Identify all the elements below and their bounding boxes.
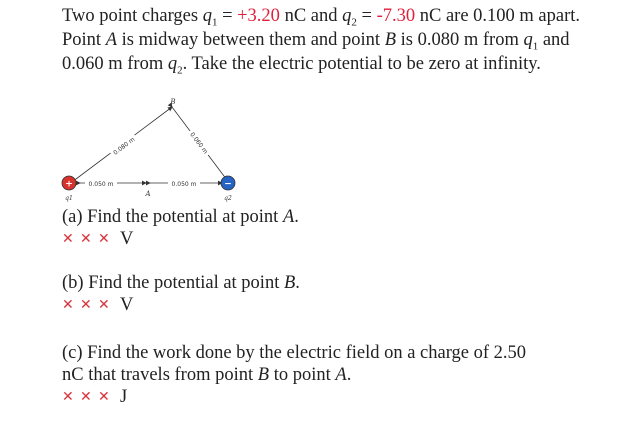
q2-value: -7.30	[376, 6, 416, 26]
charge-diagram	[58, 96, 248, 206]
dist-b-q2-label: 0.060 m	[188, 131, 209, 156]
part-c-question-line1: (c) Find the work done by the electric field on a charge of 2.50	[62, 343, 527, 363]
equals-sign: =	[217, 6, 238, 26]
q1-charge-label: q1	[65, 195, 73, 202]
q1-symbol: q	[202, 6, 212, 26]
part-c	[62, 342, 582, 408]
q1-sign: +	[65, 179, 73, 190]
unit-label: J	[120, 387, 128, 407]
q1-value: +3.20	[237, 6, 280, 26]
problem-text: nC are 0.100 m apart. Point	[62, 6, 581, 50]
dist-a-q2-label: 0.050 m	[171, 181, 197, 188]
part-b	[62, 272, 582, 316]
q2-charge-label: q2	[224, 195, 232, 202]
point-b-label: B	[384, 30, 397, 50]
incorrect-mark-icon: ✕	[80, 297, 92, 313]
incorrect-mark-icon: ✕	[98, 389, 110, 405]
incorrect-mark-icon: ✕	[80, 389, 92, 405]
part-b-answer[interactable]	[62, 294, 582, 316]
q2-symbol: q	[167, 54, 178, 74]
part-a-question: (a) Find the potential at point A.	[62, 207, 299, 227]
problem-text: Two point charges	[62, 6, 203, 26]
q2-symbol: q	[342, 6, 352, 26]
incorrect-mark-icon: ✕	[62, 231, 74, 247]
problem-text: . Take the electric potential to be zero at infinity.	[182, 54, 541, 74]
q2-subscript: 2	[177, 64, 183, 77]
dist-q1-a-label: 0.050 m	[88, 181, 114, 188]
unit-label: V	[120, 229, 134, 249]
unit-label: V	[120, 295, 134, 315]
dist-q1-b-label: 0.080 m	[112, 136, 137, 157]
q2-sign: −	[224, 179, 232, 190]
incorrect-mark-icon: ✕	[98, 231, 110, 247]
equals-sign: =	[356, 6, 377, 26]
point-a-marker-label: A	[145, 190, 151, 198]
point-b-label: B	[283, 273, 296, 293]
problem-text: is 0.080 m from	[396, 30, 524, 50]
q1-subscript: 1	[211, 16, 218, 29]
point-a-label: A	[282, 207, 295, 227]
point-b-marker-label: B	[170, 98, 176, 106]
point-b-label: B	[257, 365, 270, 385]
part-c-answer[interactable]	[62, 386, 582, 408]
part-a	[62, 206, 582, 250]
incorrect-mark-icon: ✕	[98, 297, 110, 313]
incorrect-mark-icon: ✕	[62, 389, 74, 405]
q2-subscript: 2	[351, 16, 357, 29]
incorrect-mark-icon: ✕	[62, 297, 74, 313]
part-a-answer[interactable]	[62, 228, 582, 250]
incorrect-mark-icon: ✕	[80, 231, 92, 247]
part-b-question: (b) Find the potential at point B.	[62, 273, 300, 293]
point-a-label: A	[105, 30, 118, 50]
problem-text: is midway between them and point	[117, 30, 385, 50]
problem-text: and 0.060 m from	[62, 30, 570, 74]
q1-subscript: 1	[532, 40, 539, 53]
q1-symbol: q	[523, 30, 533, 50]
problem-statement	[62, 4, 582, 76]
part-c-question-line2: nC that travels from point B to point A.	[62, 365, 352, 385]
problem-text: nC and	[279, 6, 343, 26]
point-a-label: A	[335, 365, 347, 385]
